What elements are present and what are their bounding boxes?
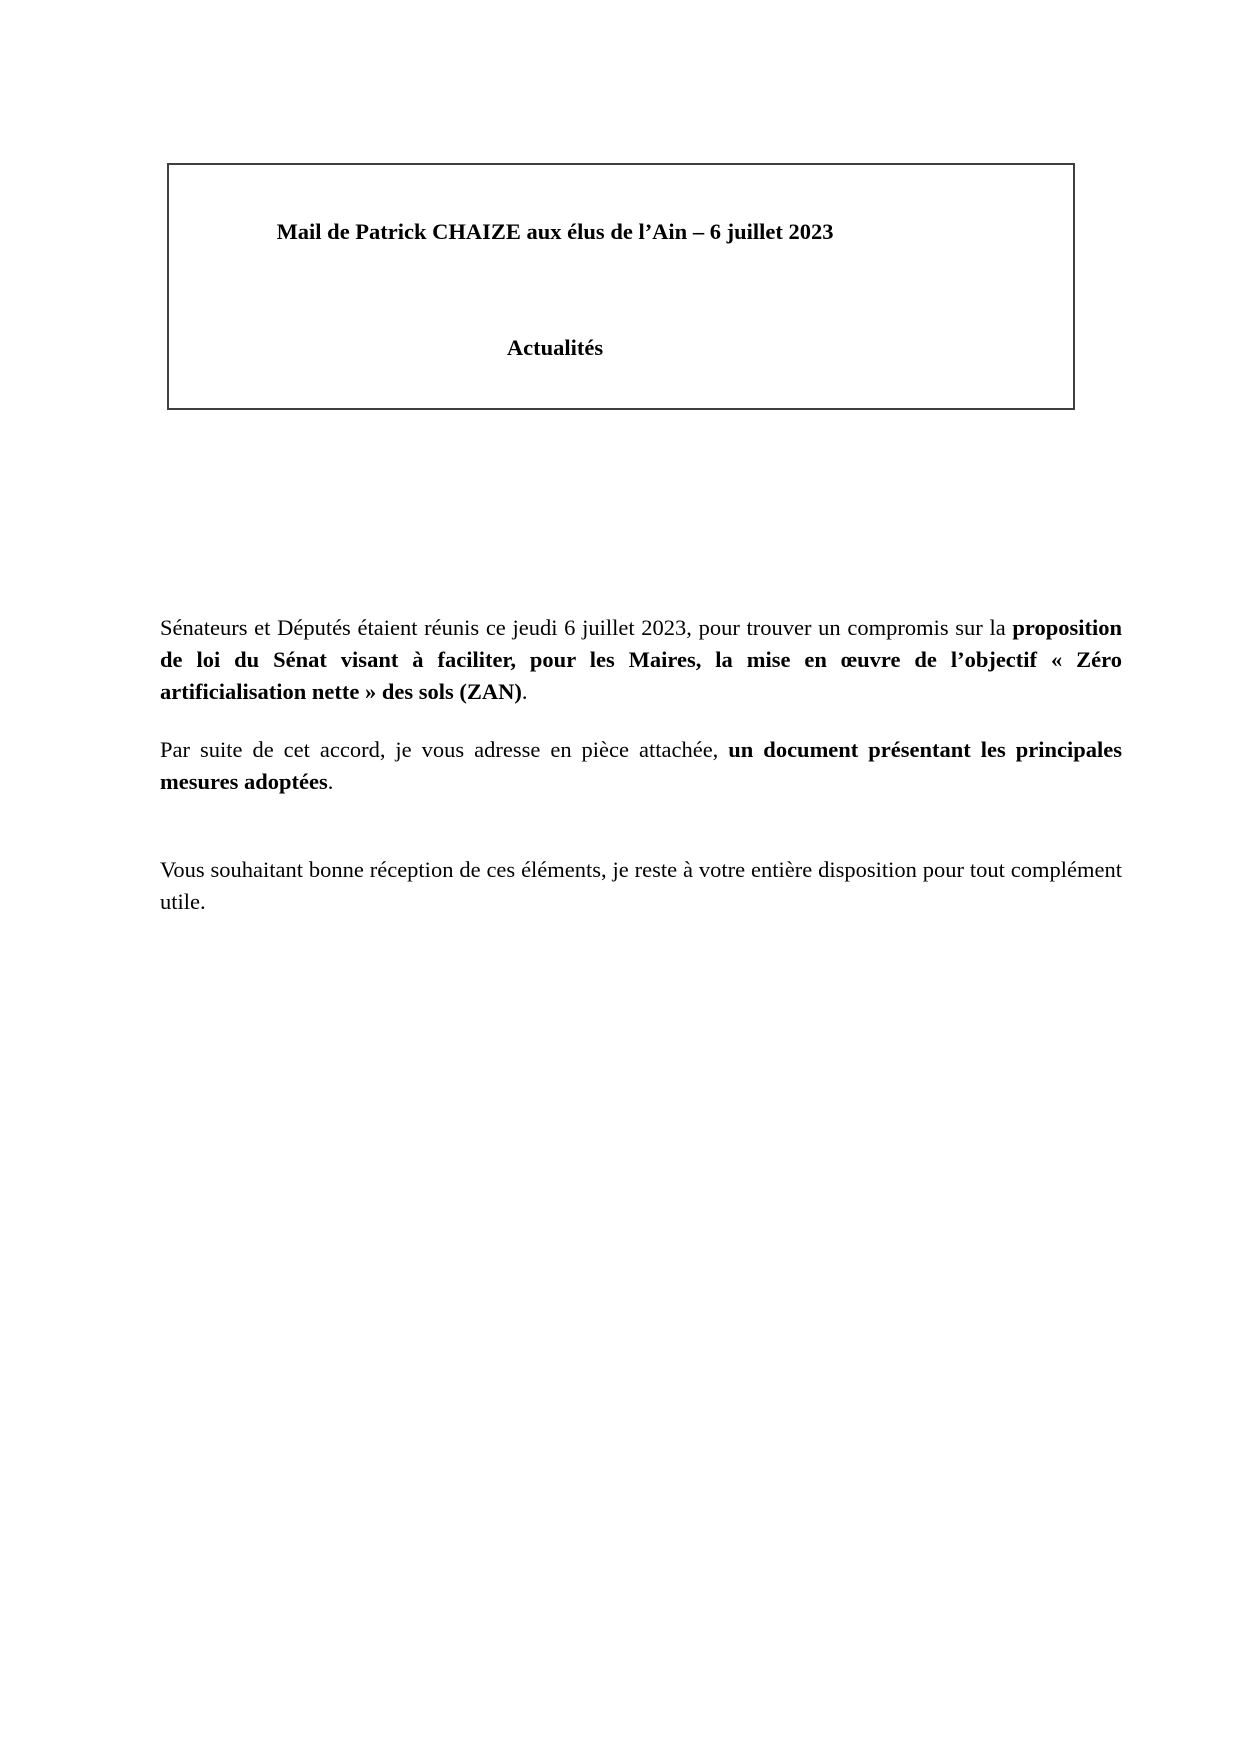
document-subtitle: Actualités	[506, 335, 604, 360]
paragraph-1-bold-text: proposition de loi du Sénat visant à faciliter, pour les Maires, la mise en œuvre de l’objectif « Zéro artificialisation nette » des sols (ZAN)	[160, 615, 1122, 704]
paragraph-3	[160, 854, 1122, 918]
paragraph-1-period: .	[521, 679, 528, 704]
header-box	[167, 163, 1075, 410]
paragraph-2	[160, 734, 1122, 798]
paragraph-1-normal-text: Sénateurs et Députés étaient réunis ce jeudi 6 juillet 2023, pour trouver un compromis sur la	[160, 615, 1013, 640]
header-content	[169, 217, 941, 363]
paragraph-3-text: Vous souhaitant bonne réception de ces éléments, je reste à votre entière disposition pour tout complément utile.	[160, 857, 1122, 914]
paragraph-1	[160, 612, 1122, 708]
document-title: Mail de Patrick CHAIZE aux élus de l’Ain – 6 juillet 2023	[276, 219, 834, 244]
paragraph-2-period: .	[327, 769, 334, 794]
document-body	[160, 612, 1122, 918]
paragraph-2-bold-text: un document présentant les principales mesures adoptées	[160, 737, 1122, 794]
paragraph-2-normal-text: Par suite de cet accord, je vous adresse en pièce attachée,	[160, 737, 729, 762]
